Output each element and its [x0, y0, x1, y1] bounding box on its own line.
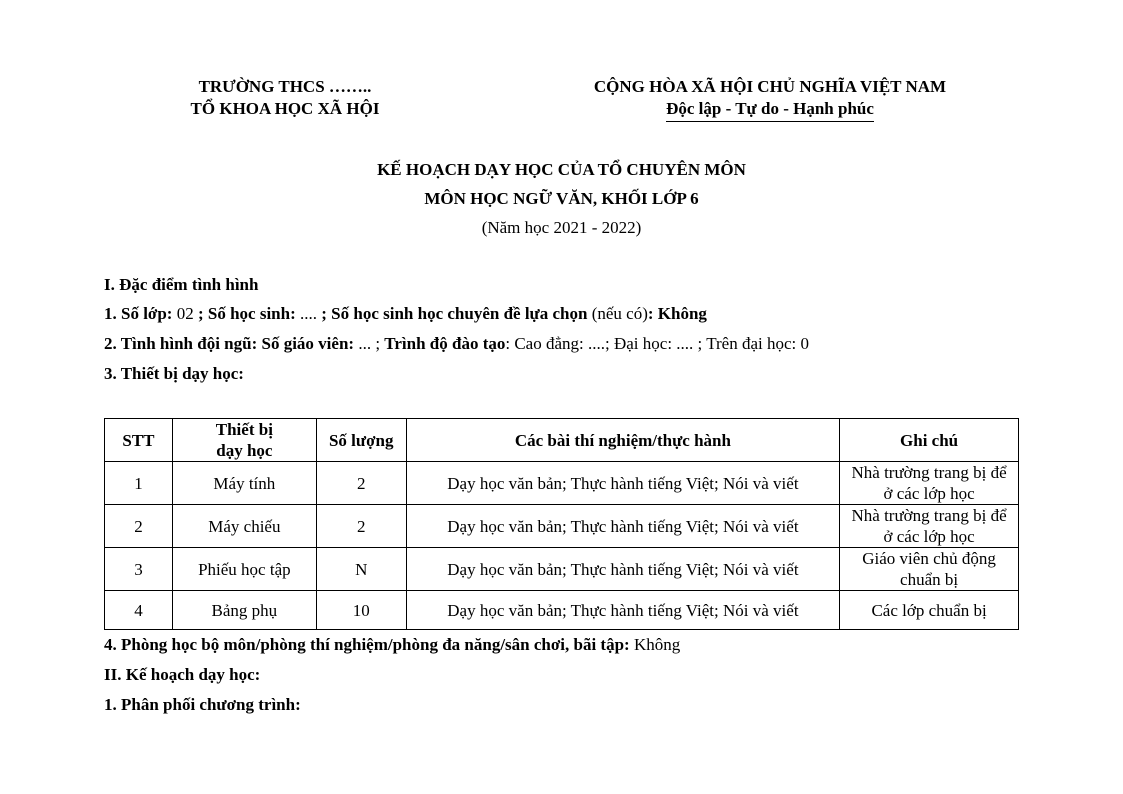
header-device: Thiết bị dạy học	[172, 419, 316, 462]
header-quantity: Số lượng	[316, 419, 406, 462]
cell-note: Các lớp chuẩn bị	[840, 591, 1019, 630]
equipment-heading: 3. Thiết bị dạy học:	[104, 364, 244, 383]
department-name: TỔ KHOA HỌC XÃ HỘI	[190, 99, 380, 118]
document-title	[0, 155, 1123, 242]
cell-device: Máy chiếu	[172, 505, 316, 548]
cell-device: Phiếu học tập	[172, 548, 316, 591]
header-lessons: Các bài thí nghiệm/thực hành	[406, 419, 839, 462]
school-name: TRƯỜNG THCS ……..	[198, 77, 372, 96]
country-name: CỘNG HÒA XÃ HỘI CHỦ NGHĨA VIỆT NAM	[593, 77, 947, 96]
cell-lessons: Dạy học văn bản; Thực hành tiếng Việt; Nói và viết	[406, 462, 839, 505]
cell-stt: 1	[105, 462, 173, 505]
cell-lessons: Dạy học văn bản; Thực hành tiếng Việt; Nói và viết	[406, 548, 839, 591]
table-header-row	[105, 419, 1019, 462]
header-notes: Ghi chú	[840, 419, 1019, 462]
table-row	[105, 548, 1019, 591]
cell-lessons: Dạy học văn bản; Thực hành tiếng Việt; Nói và viết	[406, 591, 839, 630]
cell-note: Giáo viên chủ động chuẩn bị	[840, 548, 1019, 591]
cell-note: Nhà trường trang bị để ở các lớp học	[840, 505, 1019, 548]
section-2-heading: II. Kế hoạch dạy học:	[104, 665, 261, 684]
cell-quantity: 10	[316, 591, 406, 630]
table-row	[105, 462, 1019, 505]
header-stt: STT	[105, 419, 173, 462]
cell-lessons: Dạy học văn bản; Thực hành tiếng Việt; Nói và viết	[406, 505, 839, 548]
table-row	[105, 591, 1019, 630]
national-header	[540, 76, 1000, 122]
cell-quantity: 2	[316, 505, 406, 548]
class-info-line: 1. Số lớp: 02 ; Số học sinh: .... ; Số học sinh học chuyên đề lựa chọn (nếu có): Không	[104, 304, 707, 323]
school-year: (Năm học 2021 - 2022)	[481, 218, 642, 237]
cell-quantity: 2	[316, 462, 406, 505]
school-header	[150, 76, 420, 120]
staff-info-line: 2. Tình hình đội ngũ: Số giáo viên: ... ; Trình độ đào tạo: Cao đẳng: ....; Đại học: .... ; Trên đại học: 0	[104, 334, 809, 353]
cell-device: Bảng phụ	[172, 591, 316, 630]
cell-stt: 3	[105, 548, 173, 591]
national-motto: Độc lập - Tự do - Hạnh phúc	[666, 98, 874, 122]
cell-device: Máy tính	[172, 462, 316, 505]
facilities-line: 4. Phòng học bộ môn/phòng thí nghiệm/phòng đa năng/sân chơi, bãi tập: Không	[104, 635, 681, 654]
cell-stt: 2	[105, 505, 173, 548]
program-distribution-heading: 1. Phân phối chương trình:	[104, 695, 301, 714]
cell-stt: 4	[105, 591, 173, 630]
title-line-2: MÔN HỌC NGỮ VĂN, KHỐI LỚP 6	[424, 189, 699, 208]
cell-note: Nhà trường trang bị để ở các lớp học	[840, 462, 1019, 505]
table-row	[105, 505, 1019, 548]
cell-quantity: N	[316, 548, 406, 591]
equipment-table	[104, 418, 1019, 630]
section-1-heading: I. Đặc điểm tình hình	[104, 275, 259, 294]
title-line-1: KẾ HOẠCH DẠY HỌC CỦA TỔ CHUYÊN MÔN	[377, 160, 746, 179]
